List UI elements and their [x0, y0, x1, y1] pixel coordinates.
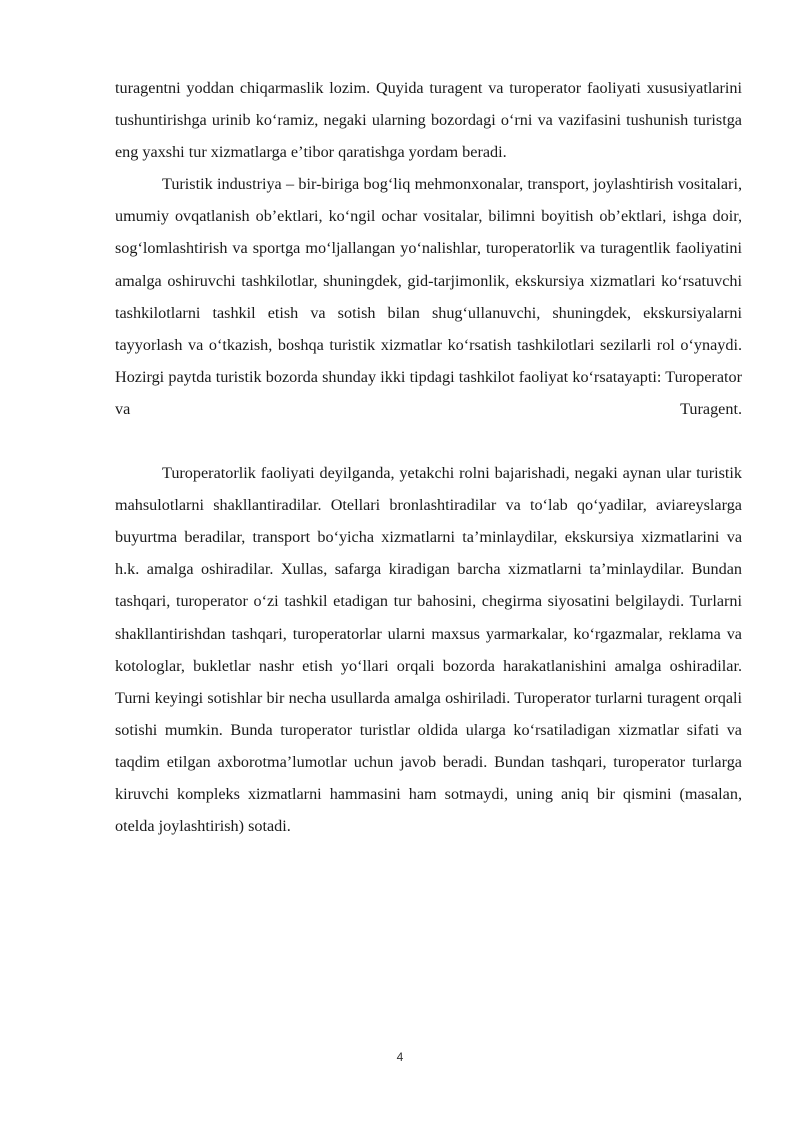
- paragraph-tourism-industry: Turistik industriya – bir-biriga bogʻliq mehmonxonalar, transport, joylashtirish vositalari, umumiy ovqatlanish obʼektlari, koʻngil ochar vositalar, bilimni boyitish obʼektlari, ishga doir, sogʻlomlashtirish va sportga moʻljallangan yoʻnalishlar, turoperatorlik va turagentlik faoliyatini amalga oshiruvchi tashkilotlar, shuningdek, gid-tarjimonlik, ekskursiya xizmatlari koʻrsatuvchi tashkilotlarni tashkil etish va sotish bilan shugʻullanuvchi, shuningdek, ekskursiyalarni tayyorlash va oʻtkazish, boshqa turistik xizmatlar koʻrsatish tashkilotlari sezilarli rol oʻynaydi. Hozirgi paytda turistik bozorda shunday ikki tipdagi tashkilot faoliyat koʻrsatayapti: Turoperator va Turagent.: [115, 175, 742, 418]
- paragraph-continuation: turagentni yoddan chiqarmaslik lozim. Quyida turagent va turoperator faoliyati xususiyatlarini tushuntirishga urinib koʻramiz, negaki ularning bozordagi oʻrni va vazifasini tushunish turistga eng yaxshi tur xizmatlarga eʼtibor qaratishga yordam beradi.: [115, 79, 742, 162]
- paragraph-spacer: [115, 425, 742, 457]
- paragraph-tour-operator: Turoperatorlik faoliyati deyilganda, yetakchi rolni bajarishadi, negaki aynan ular turistik mahsulotlarni shakllantiradilar. Otellari bronlashtiradilar va toʻlab qoʻyadilar, aviareyslarga buyurtma beradilar, transport boʻyicha xizmatlarni taʼminlaydilar, ekskursiya xizmatlarini va h.k. amalga oshiradilar. Xullas, safarga kiradigan barcha xizmatlarni taʼminlaydilar. Bundan tashqari, turoperator oʻzi tashkil etadigan tur bahosini, chegirma siyosatini belgilaydi. Turlarni shakllantirishdan tashqari, turoperatorlar ularni maxsus yarmarkalar, koʻrgazmalar, reklama va kotologlar, bukletlar nashr etish yoʻllari orqali bozorda harakatlanishini amalga oshiradilar. Turni keyingi sotishlar bir necha usullarda amalga oshiriladi. Turoperator turlarni turagent orqali sotishi mumkin. Bunda turoperator turistlar oldida ularga koʻrsatiladigan xizmatlar sifati va taqdim etilgan axborotmaʼlumotlar uchun javob beradi. Bundan tashqari, turoperator turlarga kiruvchi kompleks xizmatlarni hammasini ham sotmaydi, uning aniq bir qismini (masalan, otelda joylashtirish) sotadi.: [115, 464, 742, 836]
- page-number: 4: [396, 1050, 404, 1064]
- body-text: [115, 72, 742, 842]
